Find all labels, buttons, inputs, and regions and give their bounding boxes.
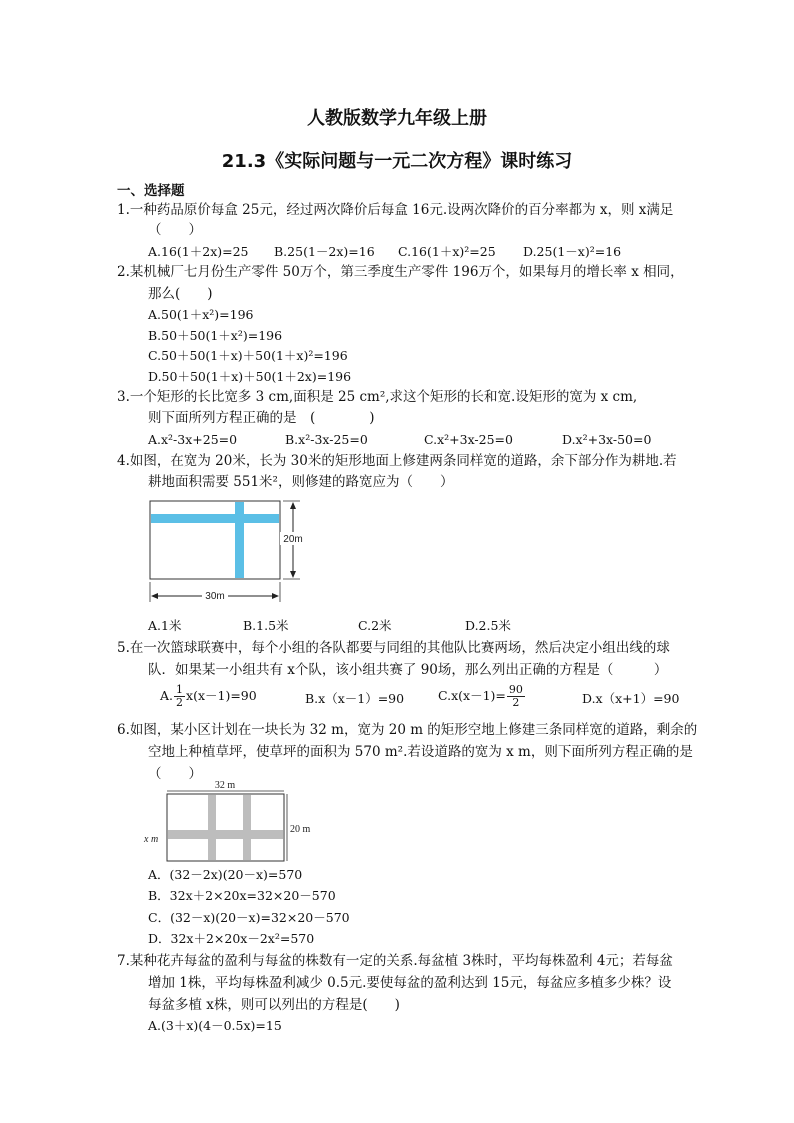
- fraction-denominator: 2: [176, 696, 184, 709]
- question-2-line2: 那么( ): [148, 286, 213, 302]
- question-1-option-d: D.25(1－x)²=16: [523, 244, 622, 259]
- horizontal-road: [151, 514, 279, 523]
- road-diagram-2: [140, 777, 320, 862]
- question-3-option-d: D.x²+3x-50=0: [562, 432, 652, 447]
- option-a-prefix: A.: [160, 688, 174, 703]
- fraction-numerator: 90: [508, 683, 523, 696]
- question-6-option-a: A．(32－2x)(20－x)=570: [148, 867, 303, 882]
- question-4-line2: 耕地面积需要 551米²，则修建的路宽应为（ ）: [148, 474, 454, 490]
- question-7-line1: 7.某种花卉每盆的盈利与每盆的株数有一定的关系.每盆植 3株时，平均每株盈利 4元；若每盆: [117, 953, 673, 969]
- question-6-line1: 6.如图，某小区计划在一块长为 32 m，宽为 20 m 的矩形空地上修建三条同样宽的道路，剩余的: [117, 722, 698, 738]
- fraction-ninety-half: [507, 684, 525, 709]
- question-6-option-b: B．32x＋2×20x=32×20－570: [148, 888, 336, 903]
- question-2-option-a: A.50(1＋x²)=196: [148, 307, 254, 322]
- question-3-option-b: B.x²-3x-25=0: [285, 432, 368, 447]
- question-7-line3: 每盆多植 x株，则可以列出的方程是( ): [148, 997, 400, 1013]
- vertical-road: [235, 502, 244, 578]
- option-c-left: x(x－1)=: [451, 688, 506, 703]
- question-7-line2: 增加 1株，平均每株盈利减少 0.5元.要使每盆的盈利达到 15元，每盆应多植多少株？设: [148, 975, 672, 991]
- question-5-option-b: B.x（x－1）=90: [305, 691, 405, 706]
- question-3-line1: 3.一个矩形的长比宽多 3 cm,面积是 25 cm²,求这个矩形的长和宽.设矩形的宽为 x cm,: [117, 389, 638, 405]
- page-title: 人教版数学九年级上册: [307, 108, 487, 129]
- question-6-line3: （ ）: [148, 766, 202, 782]
- question-1-option-a: A.16(1＋2x)=25: [148, 244, 249, 259]
- question-5-line2: 队．如果某一小组共有 x个队，该小组共赛了 90场，那么列出正确的方程是（ ）: [148, 662, 668, 678]
- question-6-option-c: C．(32－x)(20－x)=32×20－570: [148, 910, 350, 925]
- width-label: 30m: [205, 591, 225, 602]
- question-2-line1: 2.某机械厂七月份生产零件 50万个，第三季度生产零件 196万个，如果每月的增长率 x 相同，: [117, 264, 684, 280]
- question-1-option-b: B.25(1－2x)=16: [274, 244, 375, 259]
- option-a-rest: x(x－1)=90: [186, 688, 257, 703]
- page-subtitle: 21.3《实际问题与一元二次方程》课时练习: [221, 151, 573, 172]
- vertical-road-right: [243, 795, 251, 860]
- question-2-option-b: B.50＋50(1＋x²)=196: [148, 328, 283, 343]
- fraction-numerator: 1: [176, 683, 184, 696]
- question-5-option-a: [160, 684, 257, 709]
- question-1-line1: 1.一种药品原价每盒 25元，经过两次降价后每盒 16元.设两次降价的百分率都为 x，则 x满足: [117, 202, 674, 218]
- question-4-option-a: A.1米: [148, 618, 182, 633]
- right-width-label: 20 m: [290, 824, 311, 835]
- fraction-denominator: 2: [512, 696, 520, 709]
- lawn-rectangle: [167, 794, 284, 861]
- question-6-option-d: D．32x＋2×20x－2x²=570: [148, 931, 315, 946]
- option-c-prefix: C.: [438, 688, 452, 703]
- top-length-label: 32 m: [214, 780, 236, 791]
- question-5-option-c: [438, 684, 526, 709]
- question-3-option-a: A.x²-3x+25=0: [148, 432, 238, 447]
- section-label: 一、选择题: [117, 183, 185, 199]
- height-label: 20m: [283, 534, 303, 545]
- question-2-option-d: D.50＋50(1＋x)＋50(1＋2x)=196: [148, 369, 352, 384]
- question-4-option-b: B.1.5米: [243, 618, 289, 633]
- question-4-option-c: C.2米: [358, 618, 392, 633]
- question-3-option-c: C.x²+3x-25=0: [424, 432, 513, 447]
- question-1-option-c: C.16(1＋x)²=25: [398, 244, 496, 259]
- fraction-one-half: [174, 684, 185, 709]
- road-width-label: x m: [144, 834, 159, 845]
- horizontal-road: [168, 830, 283, 839]
- question-6-line2: 空地上种植草坪，使草坪的面积为 570 m².若设道路的宽为 x m，则下面所列方程正确的是: [148, 744, 693, 760]
- question-2-option-c: C.50＋50(1＋x)＋50(1＋x)²=196: [148, 348, 348, 363]
- question-5-line1: 5.在一次篮球联赛中，每个小组的各队都要与同组的其他队比赛两场，然后决定小组出线的球: [117, 640, 670, 656]
- road-diagram-1: [140, 495, 320, 610]
- question-1-line2: （ ）: [148, 222, 202, 238]
- question-4-option-d: D.2.5米: [465, 618, 511, 633]
- question-7-option-a: A.(3＋x)(4－0.5x)=15: [148, 1018, 282, 1033]
- vertical-road-left: [208, 795, 216, 860]
- question-4-line1: 4.如图，在宽为 20米，长为 30米的矩形地面上修建两条同样宽的道路，余下部分作为耕地.若: [117, 453, 677, 469]
- field-rectangle: [150, 501, 280, 579]
- question-3-line2: 则下面所列方程正确的是 ( ): [148, 410, 375, 426]
- question-5-option-d: D.x（x+1）=90: [582, 691, 680, 706]
